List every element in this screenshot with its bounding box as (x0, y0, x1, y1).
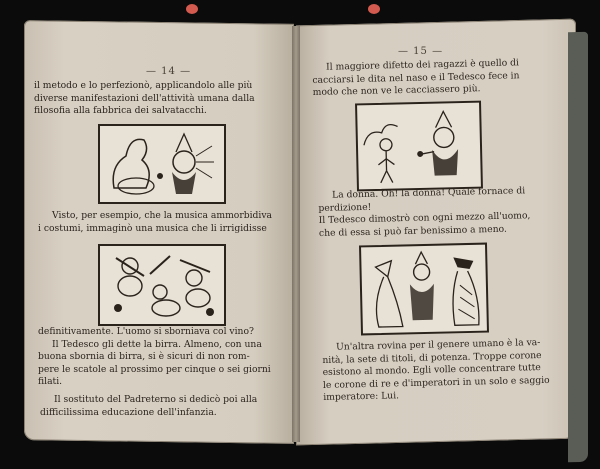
text-line: il metodo e lo perfezionò, applicandolo alle più (34, 80, 253, 91)
text-line: definitivamente. L'uomo si sborniava col vino? (38, 326, 254, 337)
musician-drawing (100, 126, 224, 202)
text-line: che di essa si può far benissimo a meno. (318, 223, 507, 239)
illustration-musician (98, 124, 226, 204)
red-mark-right (368, 4, 380, 14)
text-line: le corone di re e d'imperatori in un solo e saggio (322, 374, 550, 391)
illustration-drinkers (98, 244, 226, 326)
text-line: perdizione! (318, 201, 372, 214)
text-line: imperatore: Lui. (323, 390, 400, 404)
text-line: Il Tedesco dimostrò con ogni mezzo all'uomo, (318, 210, 531, 227)
text-line: Il sostituto del Padreterno si dedicò poi alla (54, 394, 258, 405)
children-drawing (357, 103, 481, 190)
red-mark-left (186, 4, 198, 14)
text-line: La donna. Oh! la donna! Quale fornace di (331, 185, 526, 201)
left-text-block-1 (34, 80, 255, 118)
right-text-block-3 (322, 337, 550, 405)
text-line: nità, la sete di titoli, di potenza. Troppe corone (322, 349, 542, 366)
right-text-block-2 (318, 185, 531, 240)
illustration-women (359, 243, 489, 336)
text-line: Il Tedesco gli dette la birra. Almeno, con una (52, 338, 262, 350)
text-line: Un'altra rovina per il genere umano è la va- (335, 337, 541, 353)
left-text-block-4 (40, 394, 257, 419)
text-line: modo che non ve le cacciassero più. (312, 83, 481, 99)
text-line: Visto, per esempio, che la musica ammorbidiva (52, 210, 273, 221)
drinkers-drawing (100, 246, 224, 324)
text-line: diverse manifestazioni dell'attività umana dalla (34, 92, 255, 104)
left-text-block-3 (38, 326, 271, 389)
text-line: buona sbornia di birra, si è sicuri di non rom- (38, 351, 250, 363)
text-line: filosofia alla fabbrica dei salvatacchi. (34, 105, 207, 117)
left-text-block-2 (38, 210, 272, 235)
page-number-left: — 14 — (146, 66, 192, 77)
illustration-children (355, 101, 483, 192)
book-cover-edge (568, 32, 588, 462)
text-line: i costumi, immaginò una musica che li irrigidisse (38, 222, 267, 234)
text-line: pere le scatole al prossimo per cinque o sei giorni (38, 363, 271, 375)
text-line: esistono al mondo. Egli volle concentrare tutte (322, 362, 541, 379)
text-line: cacciarsi le dita nel naso e il Tedesco fece in (312, 69, 520, 86)
book-gutter (292, 26, 300, 442)
text-line: Il maggiore difetto dei ragazzi è quello di (325, 57, 520, 73)
text-line: difficilissima educazione dell'infanzia. (40, 406, 217, 418)
women-drawing (361, 245, 487, 334)
page-number-right: — 15 — (398, 46, 444, 57)
text-line: filati. (38, 376, 63, 388)
right-text-block-1 (312, 57, 520, 99)
